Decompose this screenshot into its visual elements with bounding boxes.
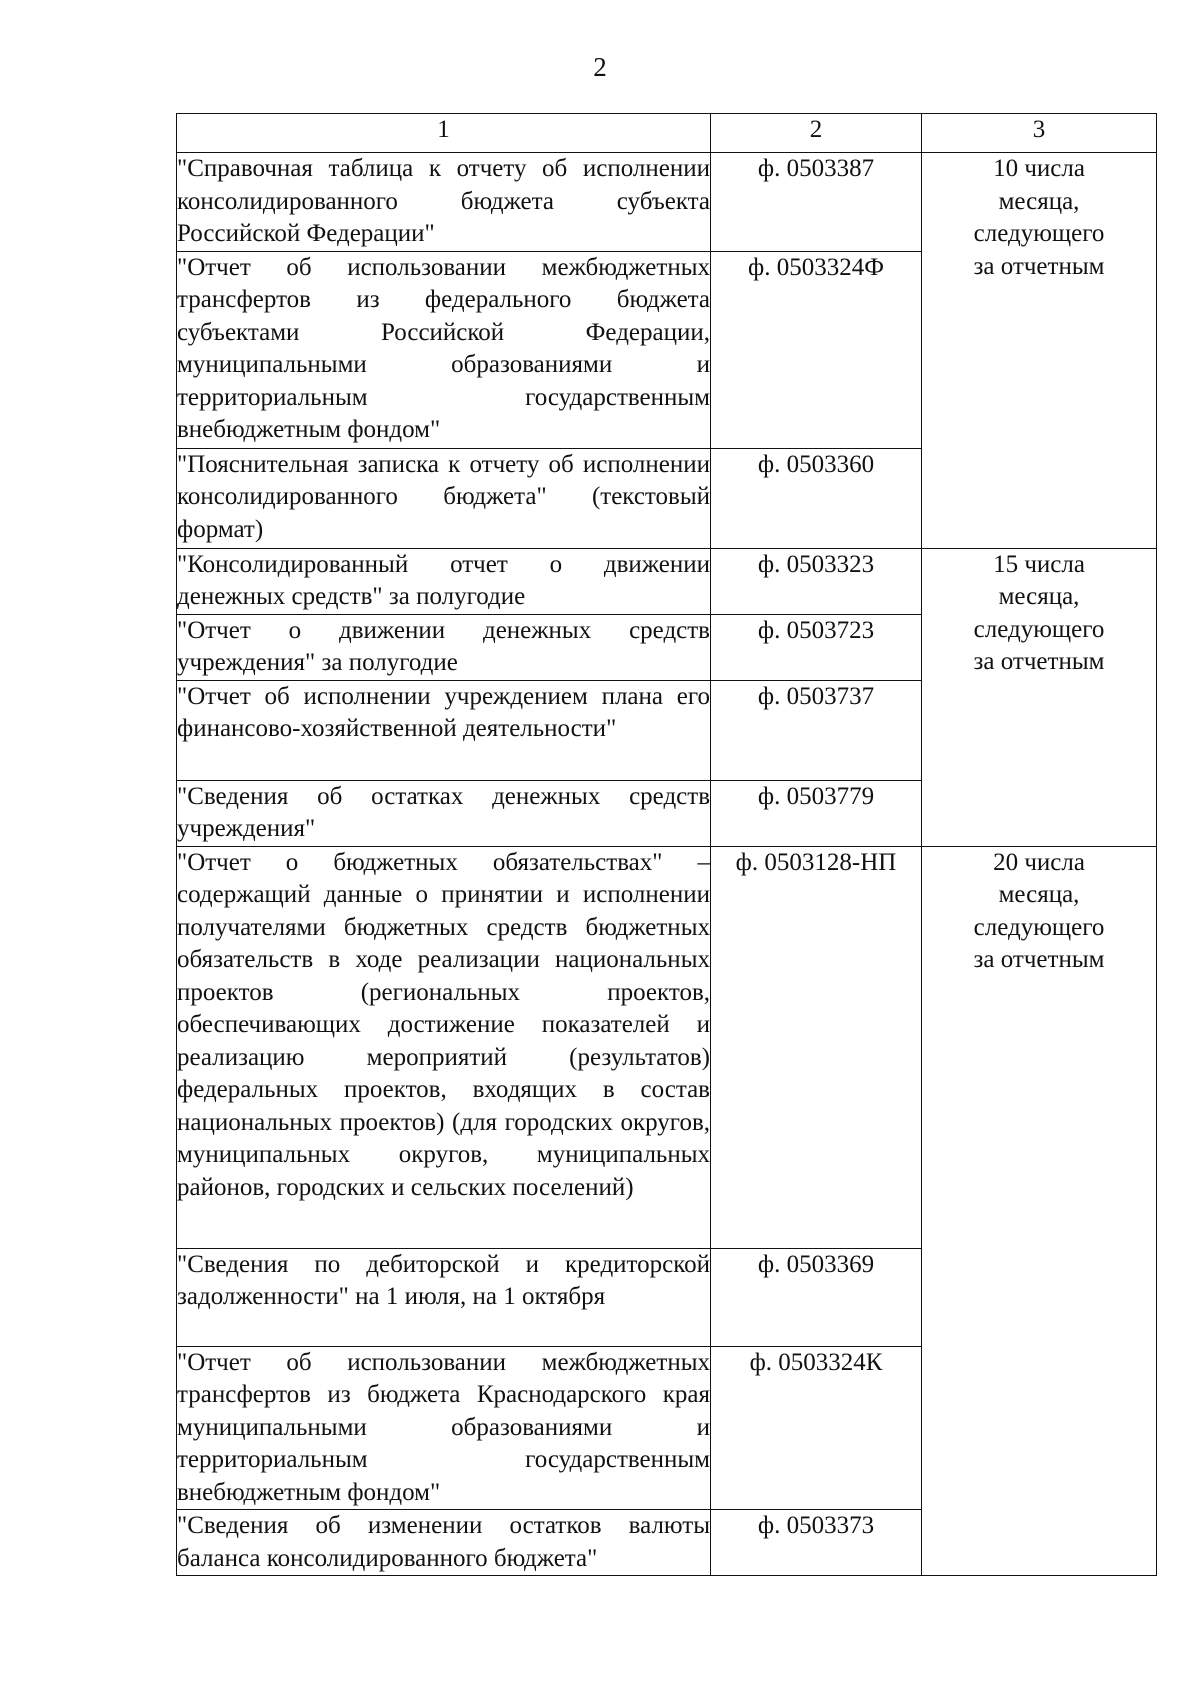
deadline-after: за отчетным <box>973 946 1105 973</box>
table-row <box>177 153 1157 252</box>
report-name: "Справочная таблица к отчету об исполнении консолидированного бюджета субъекта Российской Федерации" <box>177 153 711 252</box>
form-code: ф. 0503373 <box>711 1510 922 1576</box>
table-row <box>177 846 1157 1248</box>
deadline-month: месяца, <box>998 583 1080 610</box>
header-col-1: 1 <box>177 114 711 153</box>
deadline-next: следующего <box>973 615 1105 643</box>
report-name: "Сведения об изменении остатков валюты баланса консолидированного бюджета" <box>177 1510 711 1576</box>
deadline-month: месяца, <box>998 881 1080 908</box>
deadline-group-1 <box>922 153 1157 549</box>
form-code: ф. 0503324К <box>711 1346 922 1510</box>
form-code: ф. 0503323 <box>711 548 922 614</box>
form-code: ф. 0503128-НП <box>711 846 922 1248</box>
form-code: ф. 0503360 <box>711 448 922 548</box>
deadline-day: 15 числа <box>993 550 1085 578</box>
deadline-after: за отчетным <box>973 648 1105 675</box>
deadline-next: следующего <box>973 913 1105 941</box>
form-code: ф. 0503723 <box>711 614 922 680</box>
report-name: "Сведения об остатках денежных средств учреждения" <box>177 780 711 846</box>
report-name: "Консолидированный отчет о движении денежных средств" за полугодие <box>177 548 711 614</box>
deadline-group-2 <box>922 548 1157 846</box>
form-code: ф. 0503387 <box>711 153 922 252</box>
deadline-next: следующего <box>973 220 1105 247</box>
page-number: 2 <box>593 52 607 82</box>
form-code: ф. 0503324Ф <box>711 251 922 448</box>
report-name: "Отчет об использовании межбюджетных трансфертов из бюджета Краснодарского края муниципальными образованиями и территориальным государственным внебюджетным фондом" <box>177 1346 711 1510</box>
report-name: "Отчет об исполнении учреждением плана его финансово-хозяйственной деятельности" <box>177 680 711 780</box>
deadline-day: 20 числа <box>993 848 1085 876</box>
report-name: "Отчет о движении денежных средств учреждения" за полугодие <box>177 614 711 680</box>
form-code: ф. 0503779 <box>711 780 922 846</box>
deadline-after: за отчетным <box>973 252 1105 280</box>
report-name: "Пояснительная записка к отчету об исполнении консолидированного бюджета" (текстовый формат) <box>177 448 711 548</box>
form-code: ф. 0503737 <box>711 680 922 780</box>
report-name: "Сведения по дебиторской и кредиторской задолженности" на 1 июля, на 1 октября <box>177 1248 711 1346</box>
deadline-day: 10 числа <box>993 155 1085 182</box>
report-name: "Отчет об использовании межбюджетных трансфертов из федерального бюджета субъектами Российской Федерации, муниципальными образованиями и территориальным государственным внебюджетным фондом" <box>177 251 711 448</box>
table-header-row <box>177 114 1157 153</box>
table-row <box>177 548 1157 614</box>
report-name: "Отчет о бюджетных обязательствах" – содержащий данные о принятии и исполнении получателями бюджетных средств бюджетных обязательств в ходе реализации национальных проектов (региональных проектов, обеспечивающих достижение показателей и реализацию мероприятий (результатов) федеральных проектов, входящих в состав национальных проектов) (для городских округов, муниципальных округов, муниципальных районов, городских и сельских поселений) <box>177 846 711 1248</box>
header-col-3: 3 <box>922 114 1157 153</box>
deadline-group-3 <box>922 846 1157 1576</box>
form-code: ф. 0503369 <box>711 1248 922 1346</box>
reporting-forms-table <box>176 113 1157 1576</box>
deadline-month: месяца, <box>998 187 1080 215</box>
header-col-2: 2 <box>711 114 922 153</box>
